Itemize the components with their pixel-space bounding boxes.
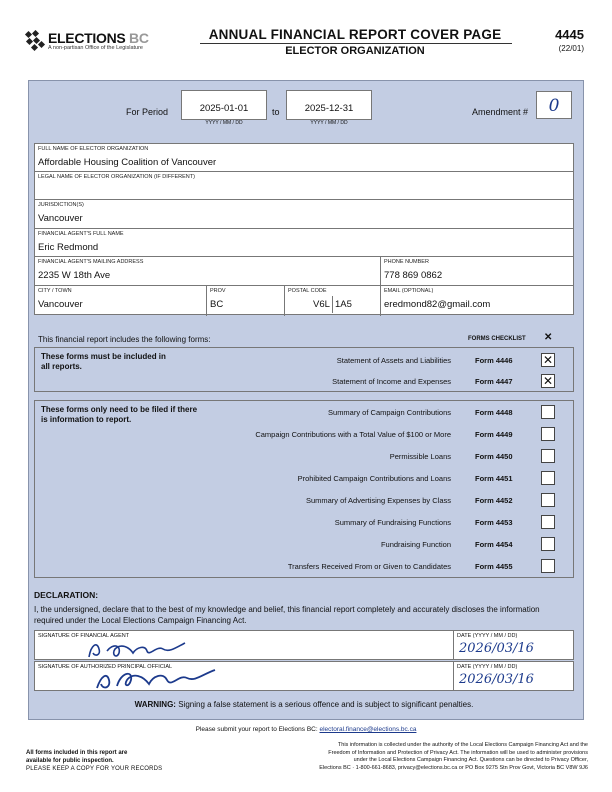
form-name: Summary of Fundraising Functions	[334, 518, 451, 527]
form-name: Prohibited Campaign Contributions and Loans	[297, 474, 451, 483]
period-start-value: 2025-01-01	[199, 103, 249, 114]
principal-signature-row	[34, 661, 574, 691]
warning-label: WARNING:	[134, 700, 176, 709]
jurisdiction-row[interactable]	[35, 200, 573, 229]
notice-line-1: All forms included in this report are	[26, 750, 128, 756]
mailing-address-value: 2235 W 18th Ave	[38, 270, 111, 281]
phone-cell[interactable]	[381, 257, 575, 285]
jurisdiction-label: JURISDICTION(S)	[38, 202, 84, 208]
logo-tagline: A non-partisan Office of the Legislature	[48, 45, 143, 51]
title-divider	[200, 43, 512, 44]
form-checklist-row	[35, 492, 575, 510]
email-cell[interactable]	[381, 286, 575, 316]
form-name: Fundraising Function	[380, 540, 451, 549]
form-checkbox[interactable]	[541, 537, 555, 551]
privacy-line-2: Freedom of Information and Protection of Privacy Act. The information will be used to administer provisions	[328, 749, 588, 756]
required-forms-heading: These forms must be included in all reports.	[41, 352, 166, 371]
notice-line-2: available for public inspection.	[26, 758, 114, 764]
form-checkbox[interactable]	[541, 427, 555, 441]
agent-name-label: FINANCIAL AGENT'S FULL NAME	[38, 231, 124, 237]
form-number-label: Form 4450	[475, 452, 513, 461]
city-cell[interactable]	[35, 286, 207, 316]
form-number-label: Form 4448	[475, 408, 513, 417]
signature-date-divider-2	[453, 662, 454, 690]
agent-date-value[interactable]: 2026/03/16	[459, 641, 534, 656]
form-number-label: Form 4452	[475, 496, 513, 505]
period-start-field[interactable]	[181, 90, 267, 120]
principal-date-label: DATE (YYYY / MM / DD)	[457, 664, 518, 670]
agent-name-value: Eric Redmond	[38, 242, 99, 253]
form-checkbox[interactable]	[541, 493, 555, 507]
form-number-label: Form 4453	[475, 518, 513, 527]
form-name: Campaign Contributions with a Total Value of $100 or More	[255, 430, 451, 439]
form-number-label: Form 4449	[475, 430, 513, 439]
submit-text: Please submit your report to Elections BC:	[195, 726, 318, 733]
form-checkbox[interactable]	[541, 449, 555, 463]
full-name-value: Affordable Housing Coalition of Vancouver	[38, 157, 217, 168]
page-subtitle: ELECTOR ORGANIZATION	[285, 45, 425, 57]
form-checklist-row	[35, 536, 575, 554]
organization-info-table	[34, 143, 574, 315]
form-checkbox[interactable]	[541, 515, 555, 529]
form-name: Summary of Campaign Contributions	[328, 408, 451, 417]
form-name: Permissible Loans	[389, 452, 451, 461]
period-label: For Period	[126, 107, 169, 117]
form-version: (22/01)	[558, 44, 584, 53]
form-checklist-row	[35, 373, 575, 391]
email-label: EMAIL (OPTIONAL)	[384, 288, 434, 294]
mailing-address-cell[interactable]	[35, 257, 381, 285]
notice-line-3: PLEASE KEEP A COPY FOR YOUR RECORDS	[26, 766, 163, 772]
form-number-label: Form 4446	[475, 356, 513, 365]
period-end-field[interactable]	[286, 90, 372, 120]
warning-text: Signing a false statement is a serious offence and is subject to significant penalties.	[178, 700, 474, 709]
form-number: 4445	[555, 27, 584, 42]
form-checklist-row	[35, 426, 575, 444]
form-name: Transfers Received From or Given to Candidates	[287, 562, 451, 571]
city-value: Vancouver	[38, 299, 83, 310]
principal-signature-label: SIGNATURE OF AUTHORIZED PRINCIPAL OFFICIAL	[38, 664, 173, 670]
agent-signature-row	[34, 630, 574, 660]
elections-bc-logo-icon	[24, 30, 46, 52]
city-label: CITY / TOWN	[38, 288, 72, 294]
address-row	[35, 257, 573, 286]
phone-label: PHONE NUMBER	[384, 259, 429, 265]
legal-name-label: LEGAL NAME OF ELECTOR ORGANIZATION (IF DIFFERENT)	[38, 174, 195, 180]
form-name: Statement of Income and Expenses	[332, 377, 451, 386]
privacy-notice	[236, 742, 588, 772]
postal-code-part2: 1A5	[335, 299, 352, 310]
form-number-label: Form 4447	[475, 377, 513, 386]
amendment-field[interactable]: 0	[536, 91, 572, 119]
forms-intro-text: This financial report includes the following forms:	[38, 335, 211, 344]
province-cell[interactable]	[207, 286, 285, 316]
logo-wordmark: ELECTIONS BC	[48, 30, 149, 46]
email-value: eredmond82@gmail.com	[384, 299, 491, 310]
submit-instructions	[0, 726, 612, 733]
period-end-value: 2025-12-31	[304, 103, 354, 114]
phone-value: 778 869 0862	[384, 270, 443, 281]
public-inspection-notice	[26, 749, 162, 773]
postal-code-part1: V6L	[313, 299, 330, 310]
privacy-line-1: This information is collected under the authority of the Local Elections Campaign Financing Act and the	[337, 742, 588, 748]
form-checkbox[interactable]	[541, 405, 555, 419]
signature-date-divider	[453, 631, 454, 659]
privacy-line-4: Elections BC · 1-800-661-8683, privacy@elections.bc.ca or PO Box 9275 Stn Prov Govt, Victoria BC V8W 9J6	[319, 764, 588, 771]
form-checkbox[interactable]	[541, 471, 555, 485]
form-number-label: Form 4454	[475, 540, 513, 549]
amendment-label: Amendment #	[472, 107, 529, 117]
form-checklist-row	[35, 448, 575, 466]
legal-name-row[interactable]	[35, 172, 573, 200]
page-title: ANNUAL FINANCIAL REPORT COVER PAGE	[208, 27, 502, 42]
mailing-address-label: FINANCIAL AGENT'S MAILING ADDRESS	[38, 259, 144, 265]
postal-code-cell[interactable]	[285, 286, 381, 316]
form-number-label: Form 4451	[475, 474, 513, 483]
period-to-label: to	[272, 107, 280, 117]
forms-checklist-label: FORMS CHECKLIST	[468, 336, 526, 342]
agent-signature-image[interactable]	[85, 637, 195, 661]
submit-email-link[interactable]: electoral.finance@elections.bc.ca	[319, 726, 417, 733]
form-name: Statement of Assets and Liabilities	[336, 356, 451, 365]
agent-date-label: DATE (YYYY / MM / DD)	[457, 633, 518, 639]
form-checkbox[interactable]: ✕	[542, 374, 554, 388]
form-checkbox[interactable]: ✕	[542, 353, 554, 367]
principal-date-value[interactable]: 2026/03/16	[459, 672, 534, 687]
form-checklist-row	[35, 352, 575, 370]
principal-signature-image[interactable]	[93, 666, 223, 692]
postal-code-label: POSTAL CODE	[288, 288, 327, 294]
agent-name-row[interactable]	[35, 229, 573, 257]
period-end-format: YYYY / MM / DD	[310, 120, 348, 126]
period-start-format: YYYY / MM / DD	[205, 120, 243, 126]
jurisdiction-value: Vancouver	[38, 213, 83, 224]
declaration-text: I, the undersigned, declare that to the best of my knowledge and belief, this financial report completely and accurately discloses the information required under the Local Elections Campaign Financing Act.	[34, 605, 540, 625]
false-statement-warning	[34, 700, 574, 709]
declaration-title: DECLARATION:	[34, 590, 99, 600]
city-row	[35, 286, 573, 316]
optional-forms-group	[34, 400, 574, 578]
form-checklist-row	[35, 558, 575, 576]
checklist-x-icon: ✕	[544, 332, 553, 343]
form-checklist-row	[35, 514, 575, 532]
required-forms-group	[34, 347, 574, 392]
form-checklist-row	[35, 404, 575, 422]
province-label: PROV	[210, 288, 226, 294]
form-checkbox[interactable]	[541, 559, 555, 573]
form-name: Summary of Advertising Expenses by Class	[305, 496, 451, 505]
agent-signature-label: SIGNATURE OF FINANCIAL AGENT	[38, 633, 130, 639]
optional-forms-heading: These forms only need to be filed if there is information to report.	[41, 405, 198, 424]
full-name-label: FULL NAME OF ELECTOR ORGANIZATION	[38, 146, 149, 152]
full-name-row[interactable]	[35, 144, 573, 172]
privacy-line-3: under the Local Elections Campaign Financing Act. Questions can be directed to Privacy Officer,	[353, 757, 588, 763]
form-checklist-row	[35, 470, 575, 488]
form-number-label: Form 4455	[475, 562, 513, 571]
province-value: BC	[210, 299, 224, 310]
